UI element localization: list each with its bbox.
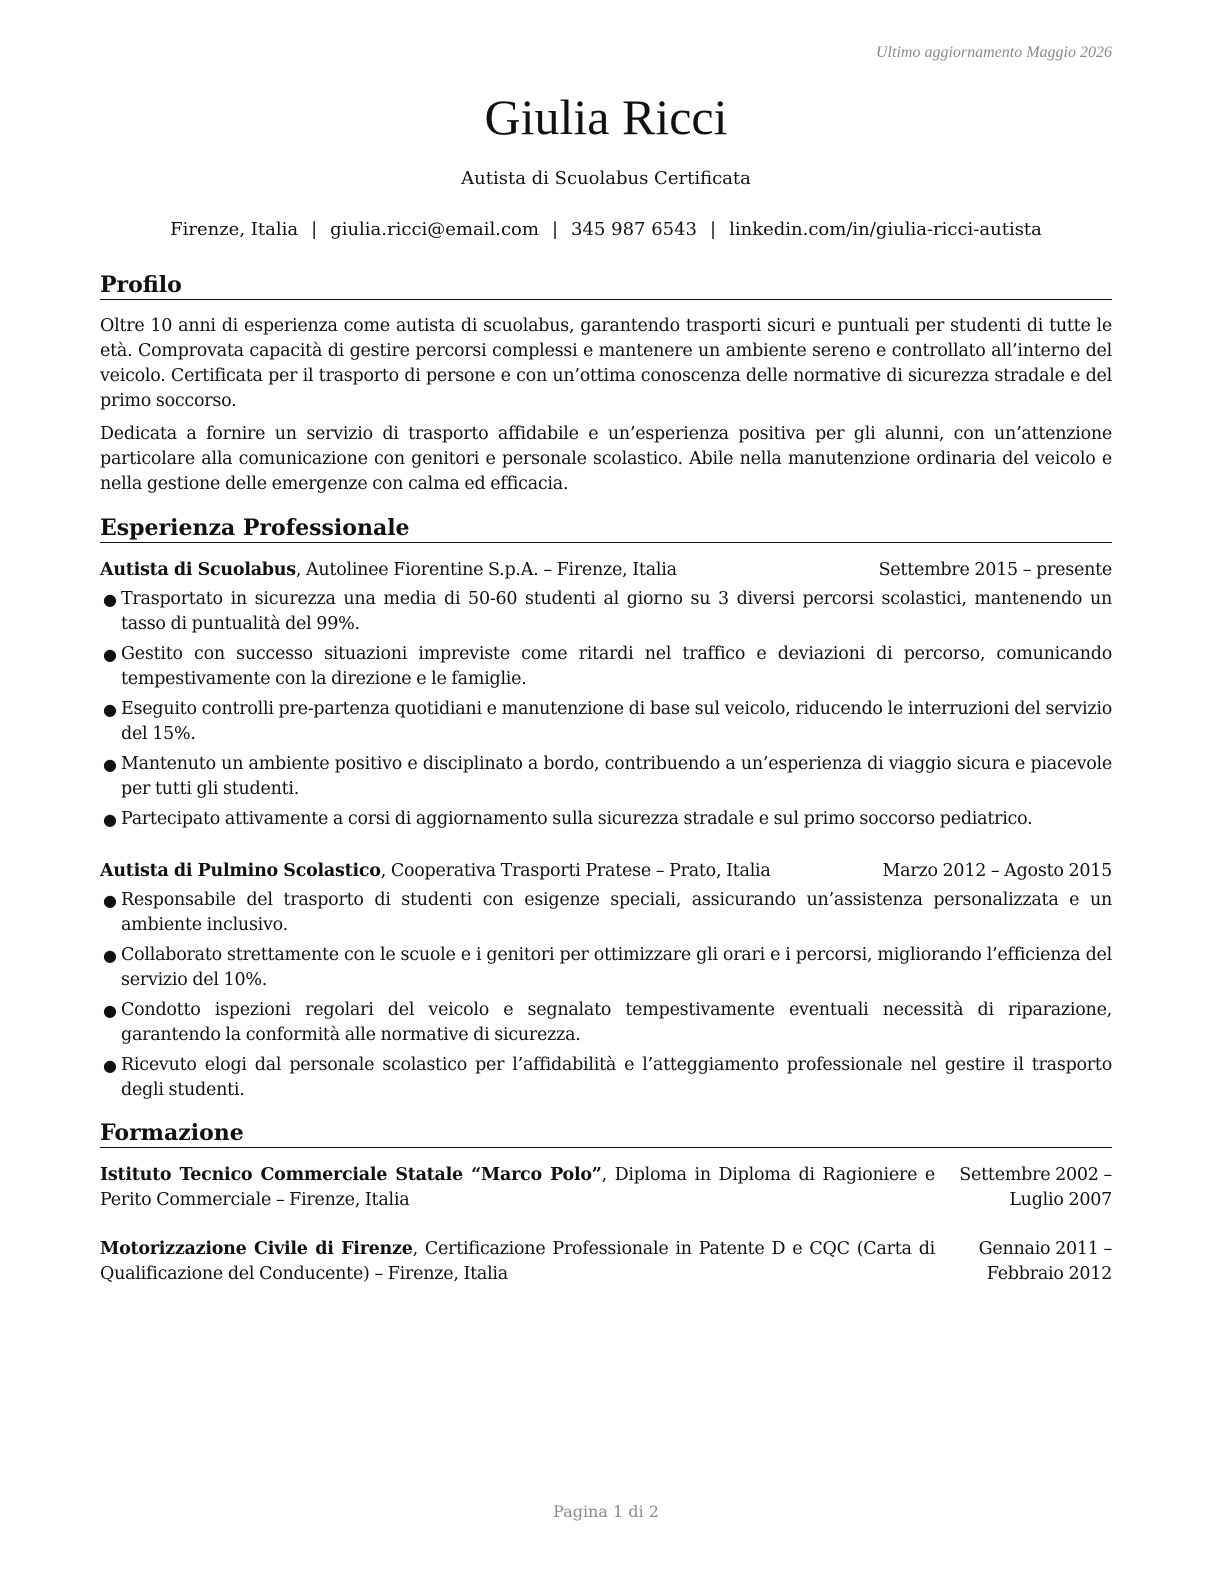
- job-bullet: [100, 697, 1112, 747]
- job-bullet: [100, 888, 1112, 938]
- contact-email[interactable]: giulia.ricci@email.com: [330, 219, 539, 240]
- education-dates: Gennaio 2011 – Febbraio 2012: [978, 1239, 1112, 1284]
- profile-paragraph: Oltre 10 anni di esperienza come autista di scuolabus, garantendo trasporti sicuri e puntuali per studenti di tutte le età. Comprovata capacità di gestire percorsi complessi e mantenere un ambiente sereno e controllato all’interno del veicolo. Certificata per il trasporto di persone e con un’ottima conoscenza delle normative di sicurezza stradale e del primo soccorso.: [100, 316, 1112, 411]
- profile-section: [100, 314, 1112, 497]
- bullet-icon: ●: [103, 700, 117, 719]
- section-title-profile: Profilo: [100, 272, 1112, 300]
- job-bullet-text: Eseguito controlli pre-partenza quotidiani e manutenzione di base sul veicolo, riducendo le interruzioni del servizio del 15%.: [121, 699, 1112, 744]
- contact-separator: |: [551, 219, 559, 240]
- education-dates: Settembre 2002 – Luglio 2007: [959, 1165, 1112, 1210]
- job-bullet: [100, 807, 1112, 832]
- last-updated-note: Ultimo aggiornamento Maggio 2026: [876, 44, 1112, 61]
- job-bullet: [100, 752, 1112, 802]
- section-title-experience: Esperienza Professionale: [100, 515, 1112, 543]
- contact-line: [100, 219, 1112, 240]
- job-role: Autista di Scuolabus: [100, 560, 296, 580]
- education-entry: [100, 1163, 1112, 1213]
- job-bullets: [100, 587, 1112, 832]
- education-entry: [100, 1237, 1112, 1287]
- page-number: Pagina 1 di 2: [553, 1502, 659, 1521]
- contact-separator: |: [710, 219, 717, 240]
- contact-location: Firenze, Italia: [170, 219, 299, 240]
- job-bullet: [100, 642, 1112, 692]
- job-bullet-text: Gestito con successo situazioni impreviste come ritardi nel traffico e deviazioni di percorso, comunicando tempestivamente con la direzione e le famiglie.: [121, 644, 1112, 689]
- contact-linkedin[interactable]: linkedin.com/in/giulia-ricci-autista: [729, 219, 1042, 240]
- contact-separator: |: [311, 219, 318, 240]
- bullet-icon: ●: [103, 1056, 117, 1075]
- job-bullet: [100, 998, 1112, 1048]
- job-bullet: [100, 587, 1112, 637]
- bullet-icon: ●: [103, 891, 117, 910]
- bullet-icon: ●: [103, 590, 117, 609]
- job-role: Autista di Pulmino Scolastico: [100, 861, 381, 881]
- job-bullet-text: Condotto ispezioni regolari del veicolo e segnalato tempestivamente eventuali necessità di riparazione, garantendo la conformità alle normative di sicurezza.: [121, 1000, 1112, 1045]
- job-header: [100, 859, 1112, 884]
- bullet-icon: ●: [103, 810, 117, 829]
- education-institution: Istituto Tecnico Commerciale Statale “Marco Polo”: [100, 1165, 602, 1185]
- contact-phone[interactable]: 345 987 6543: [571, 219, 698, 240]
- education-detail: , Diploma in Diploma di Ragioniere e Perito Commerciale – Firenze, Italia: [100, 1165, 935, 1210]
- job-dates: Marzo 2012 – Agosto 2015: [882, 861, 1112, 881]
- job-bullet: [100, 1053, 1112, 1103]
- job-bullet-text: Mantenuto un ambiente positivo e disciplinato a bordo, contribuendo a un’esperienza di viaggio sicura e piacevole per tutti gli studenti.: [121, 754, 1112, 799]
- job-dates: Settembre 2015 – presente: [878, 560, 1112, 580]
- candidate-headline: Autista di Scuolabus Certificata: [461, 168, 751, 189]
- candidate-name: Giulia Ricci: [484, 89, 728, 145]
- job-company: , Autolinee Fiorentine S.p.A. – Firenze, Italia: [295, 560, 677, 580]
- job-bullet-text: Collaborato strettamente con le scuole e i genitori per ottimizzare gli orari e i percorsi, migliorando l’efficienza del servizio del 10%.: [121, 945, 1112, 990]
- job-bullet-text: Trasportato in sicurezza una media di 50-60 studenti al giorno su 3 diversi percorsi scolastici, mantenendo un tasso di puntualità del 99%.: [121, 589, 1112, 634]
- section-title-education: Formazione: [100, 1120, 1112, 1148]
- bullet-icon: ●: [103, 946, 117, 965]
- job-bullet-text: Ricevuto elogi dal personale scolastico per l’affidabilità e l’atteggiamento professionale nel gestire il trasporto degli studenti.: [121, 1055, 1112, 1100]
- job-bullet-text: Partecipato attivamente a corsi di aggiornamento sulla sicurezza stradale e sul primo soccorso pediatrico.: [121, 809, 1033, 829]
- education-institution: Motorizzazione Civile di Firenze: [100, 1239, 413, 1259]
- job-company: , Cooperativa Trasporti Pratese – Prato, Italia: [380, 861, 771, 881]
- bullet-icon: ●: [103, 1001, 117, 1020]
- job-entry: [100, 859, 1112, 1108]
- job-bullet: [100, 943, 1112, 993]
- job-header: [100, 558, 1112, 583]
- education-description: [100, 1163, 935, 1213]
- job-entry: [100, 558, 1112, 837]
- job-title-line: [100, 859, 771, 884]
- job-bullets: [100, 888, 1112, 1103]
- education-detail: , Certificazione Professionale in Patente D e CQC (Carta di Qualificazione del Conducente) – Firenze, Italia: [100, 1239, 935, 1284]
- bullet-icon: ●: [103, 645, 117, 664]
- job-bullet-text: Responsabile del trasporto di studenti con esigenze speciali, assicurando un’assistenza personalizzata e un ambiente inclusivo.: [121, 890, 1112, 935]
- job-title-line: [100, 558, 677, 583]
- bullet-icon: ●: [103, 755, 117, 774]
- education-description: [100, 1237, 935, 1287]
- profile-paragraph: Dedicata a fornire un servizio di trasporto affidabile e un’esperienza positiva per gli alunni, con un’attenzione particolare alla comunicazione con genitori e personale scolastico. Abile nella manutenzione ordinaria del veicolo e nella gestione delle emergenze con calma ed efficacia.: [100, 424, 1112, 494]
